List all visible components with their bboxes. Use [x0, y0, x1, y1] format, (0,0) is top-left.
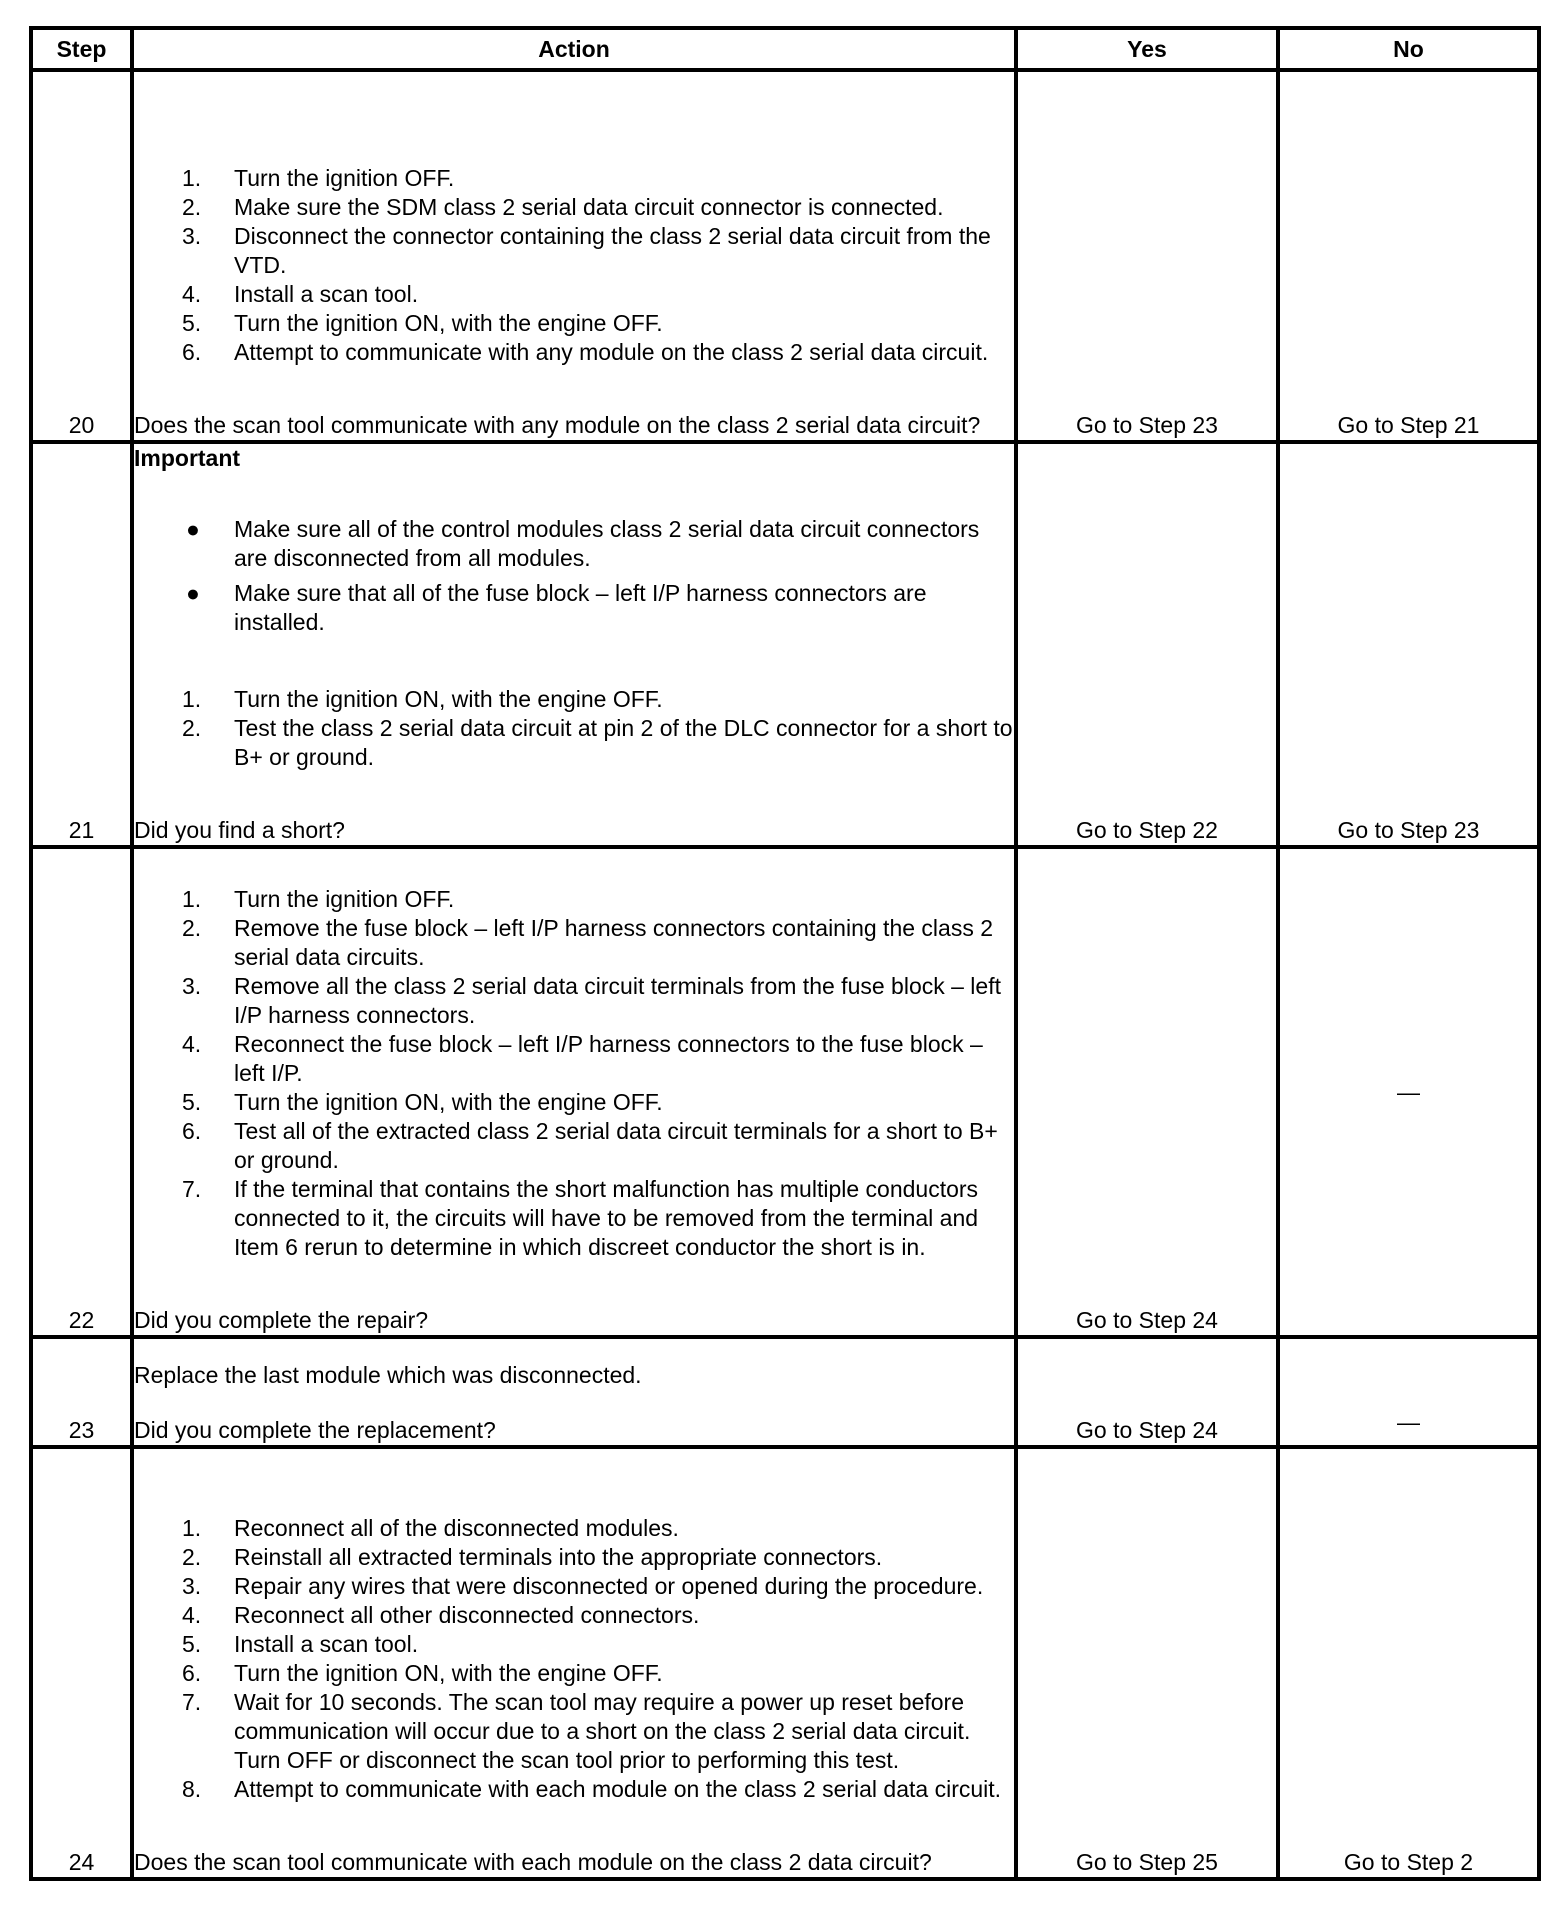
- no-result: —: [1278, 847, 1539, 1337]
- table-row: [31, 1337, 1539, 1447]
- yes-result: Go to Step 25: [1016, 1447, 1278, 1879]
- no-result: —: [1278, 1337, 1539, 1447]
- header-yes: Yes: [1016, 28, 1278, 70]
- action-steps: [134, 1514, 1014, 1804]
- action-step: 4. Reconnect the fuse block – left I/P harness connectors to the fuse block – left I/P.: [182, 1031, 983, 1086]
- action-text: Replace the last module which was disconnected.: [134, 1362, 642, 1388]
- table-row: [31, 847, 1539, 1337]
- action-step: 1. Turn the ignition OFF.: [182, 165, 455, 191]
- action-cell: [132, 847, 1016, 1337]
- action-step: 6. Attempt to communicate with any module on the class 2 serial data circuit.: [182, 339, 989, 365]
- action-cell: [132, 70, 1016, 442]
- action-steps: [134, 164, 1014, 367]
- question: Does the scan tool communicate with each module on the class 2 data circuit?: [134, 1849, 932, 1875]
- yes-result: Go to Step 22: [1016, 442, 1278, 847]
- action-step: 7. Wait for 10 seconds. The scan tool may require a power up reset before communication will occur due to a short on the class 2 serial data circuit. Turn OFF or disconnect the scan tool prior to performing this test.: [182, 1689, 971, 1773]
- question: Did you complete the replacement?: [134, 1417, 496, 1443]
- table-row: [31, 1447, 1539, 1879]
- action-step: 2. Test the class 2 serial data circuit at pin 2 of the DLC connector for a short to B+ or ground.: [182, 715, 1013, 770]
- diagnostic-table: [29, 26, 1541, 1881]
- important-note: ● Make sure all of the control modules class 2 serial data circuit connectors are disconnected from all modules.: [186, 516, 980, 571]
- action-step: 2. Make sure the SDM class 2 serial data circuit connector is connected.: [182, 194, 944, 220]
- action-step: 1. Reconnect all of the disconnected modules.: [182, 1515, 679, 1541]
- question: Did you find a short?: [134, 817, 345, 843]
- question: Does the scan tool communicate with any module on the class 2 serial data circuit?: [134, 412, 981, 438]
- action-step: 6. Test all of the extracted class 2 serial data circuit terminals for a short to B+ or ground.: [182, 1118, 998, 1173]
- yes-result: Go to Step 24: [1016, 1337, 1278, 1447]
- action-step: 7. If the terminal that contains the short malfunction has multiple conductors connected to it, the circuits will have to be removed from the terminal and Item 6 rerun to determine in which discreet conductor the short is in.: [182, 1176, 979, 1260]
- action-step: 3. Disconnect the connector containing the class 2 serial data circuit from the VTD.: [182, 223, 991, 278]
- no-result: Go to Step 2: [1278, 1447, 1539, 1879]
- action-step: 5. Turn the ignition ON, with the engine OFF.: [182, 1089, 663, 1115]
- action-cell: [132, 1447, 1016, 1879]
- no-result: Go to Step 23: [1278, 442, 1539, 847]
- table-row: [31, 70, 1539, 442]
- important-label: Important: [134, 445, 241, 471]
- action-step: 4. Install a scan tool.: [182, 281, 419, 307]
- action-cell: [132, 442, 1016, 847]
- action-step: 8. Attempt to communicate with each module on the class 2 serial data circuit.: [182, 1776, 1002, 1802]
- step-number: 21: [31, 442, 132, 847]
- header-step: Step: [31, 28, 132, 70]
- yes-result: Go to Step 23: [1016, 70, 1278, 442]
- table-row: [31, 442, 1539, 847]
- action-steps: [134, 885, 1014, 1262]
- step-number: 23: [31, 1337, 132, 1447]
- yes-result: Go to Step 24: [1016, 847, 1278, 1337]
- header-no: No: [1278, 28, 1539, 70]
- action-step: 3. Remove all the class 2 serial data circuit terminals from the fuse block – left I/P harness connectors.: [182, 973, 1001, 1028]
- action-step: 2. Reinstall all extracted terminals into the appropriate connectors.: [182, 1544, 883, 1570]
- action-step: 1. Turn the ignition ON, with the engine OFF.: [182, 686, 663, 712]
- action-step: 2. Remove the fuse block – left I/P harness connectors containing the class 2 serial data circuits.: [182, 915, 993, 970]
- action-cell: [132, 1337, 1016, 1447]
- action-step: 5. Install a scan tool.: [182, 1631, 419, 1657]
- action-steps: [134, 685, 1014, 772]
- step-number: 24: [31, 1447, 132, 1879]
- step-number: 20: [31, 70, 132, 442]
- action-step: 1. Turn the ignition OFF.: [182, 886, 455, 912]
- important-notes: [134, 515, 1014, 637]
- question: Did you complete the repair?: [134, 1307, 429, 1333]
- action-step: 6. Turn the ignition ON, with the engine OFF.: [182, 1660, 663, 1686]
- step-number: 22: [31, 847, 132, 1337]
- no-result: Go to Step 21: [1278, 70, 1539, 442]
- header-row: [31, 28, 1539, 70]
- header-action: Action: [132, 28, 1016, 70]
- important-note: ● Make sure that all of the fuse block – left I/P harness connectors are installed.: [186, 580, 927, 635]
- action-step: 4. Reconnect all other disconnected connectors.: [182, 1602, 700, 1628]
- action-step: 5. Turn the ignition ON, with the engine OFF.: [182, 310, 663, 336]
- action-step: 3. Repair any wires that were disconnected or opened during the procedure.: [182, 1573, 984, 1599]
